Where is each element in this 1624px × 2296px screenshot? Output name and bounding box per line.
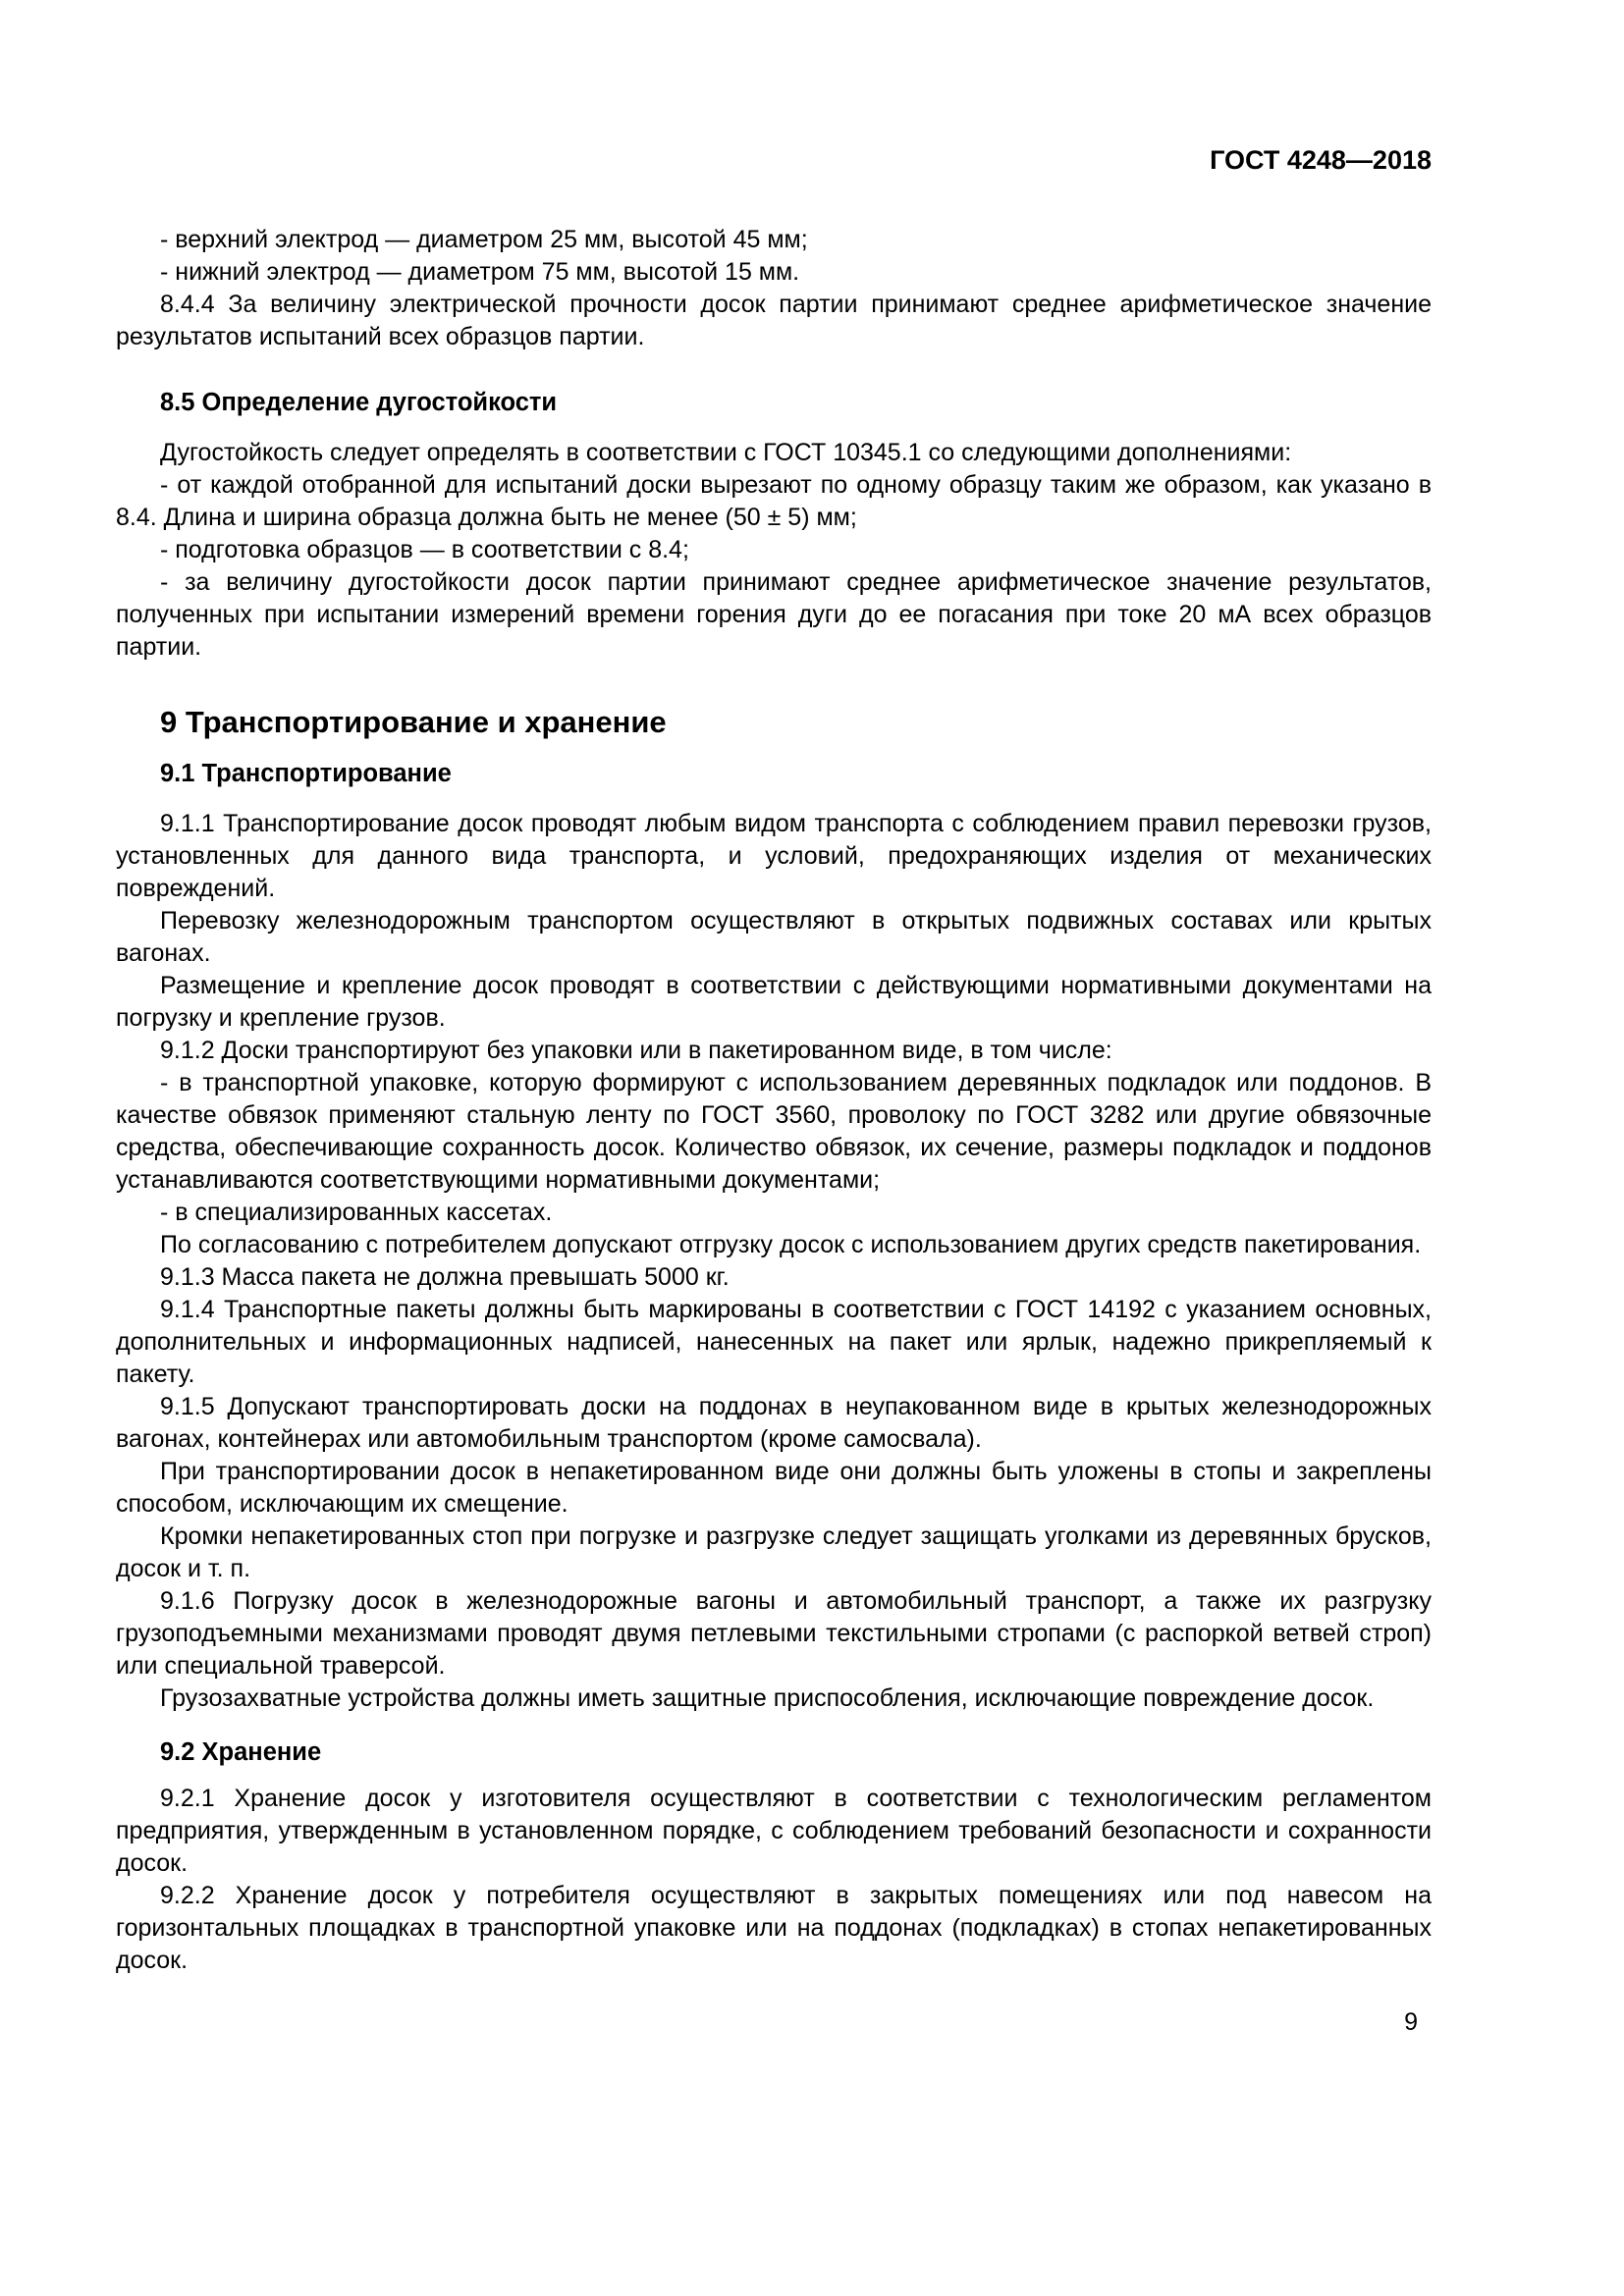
- paragraph-9-2-2: 9.2.2 Хранение досок у потребителя осуществляют в закрытых помещениях или под навесом на горизонтальных площадках в транспортной упаковке или на поддонах (подкладках) в стопах непакетированных досок.: [116, 1882, 1432, 1974]
- section-8-5-title: 8.5 Определение дугостойкости: [160, 389, 558, 416]
- paragraph-9-1-5-edges: Кромки непакетированных стоп при погрузке и разгрузке следует защищать уголками из деревянных брусков, досок и т. п.: [116, 1522, 1432, 1582]
- doc-header-code: ГОСТ 4248—2018: [1210, 145, 1432, 175]
- page-number: 9: [1404, 2008, 1418, 2036]
- paragraph-9-1-4: 9.1.4 Транспортные пакеты должны быть маркированы в соответствии с ГОСТ 14192 с указанием основных, дополнительных и информационных надписей, нанесенных на пакет или ярлык, надежно прикрепляемый к пакету.: [116, 1296, 1432, 1388]
- section-9-2-title: 9.2 Хранение: [160, 1738, 322, 1766]
- paragraph-9-1-2: 9.1.2 Доски транспортируют без упаковки или в пакетированном виде, в том числе:: [160, 1037, 1112, 1064]
- paragraph-9-2-1: 9.2.1 Хранение досок у изготовителя осуществляют в соответствии с технологическим регламентом предприятия, утвержденным в установленном порядке, с соблюдением требований безопасности и сохранности досок.: [116, 1785, 1432, 1877]
- list-item-upper-electrode: - верхний электрод — диаметром 25 мм, высотой 45 мм;: [160, 226, 808, 253]
- paragraph-9-1-3: 9.1.3 Масса пакета не должна превышать 5000 кг.: [160, 1263, 730, 1291]
- paragraph-8-5-item-2: - подготовка образцов — в соответствии с 8.4;: [160, 536, 689, 563]
- paragraph-8-5-item-3: - за величину дугостойкости досок партии принимают среднее арифметическое значение результатов, полученных при испытании измерений времени горения дуги до ее погасания при токе 20 мА всех образцов партии.: [116, 568, 1432, 661]
- paragraph-9-1-1-rail: Перевозку железнодорожным транспортом осуществляют в открытых подвижных составах или крытых вагонах.: [116, 907, 1432, 967]
- paragraph-9-1-2-agreement: По согласованию с потребителем допускают отгрузку досок с использованием других средств пакетирования.: [160, 1231, 1422, 1258]
- paragraph-9-1-6-devices: Грузозахватные устройства должны иметь защитные приспособления, исключающие повреждение досок.: [160, 1684, 1375, 1712]
- section-9-1-title: 9.1 Транспортирование: [160, 760, 452, 787]
- paragraph-9-1-1: 9.1.1 Транспортирование досок проводят любым видом транспорта с соблюдением правил перевозки грузов, установленных для данного вида транспорта, и условий, предохраняющих изделия от механических повреждений.: [116, 810, 1432, 902]
- paragraph-8-5-intro: Дугостойкость следует определять в соответствии с ГОСТ 10345.1 со следующими дополнениями:: [160, 439, 1292, 466]
- paragraph-9-1-6: 9.1.6 Погрузку досок в железнодорожные вагоны и автомобильный транспорт, а также их разгрузку грузоподъемными механизмами проводят двумя петлевыми текстильными стропами (с распоркой ветвей строп) или специальной траверсой.: [116, 1587, 1432, 1680]
- paragraph-9-1-1-placement: Размещение и крепление досок проводят в соответствии с действующими нормативными документами на погрузку и крепление грузов.: [116, 972, 1432, 1032]
- page-content: [116, 0, 1432, 2039]
- paragraph-9-1-5-unpacked: При транспортировании досок в непакетированном виде они должны быть уложены в стопы и закреплены способом, исключающим их смещение.: [116, 1458, 1432, 1518]
- list-item-lower-electrode: - нижний электрод — диаметром 75 мм, высотой 15 мм.: [160, 258, 800, 286]
- paragraph-8-4-4: 8.4.4 За величину электрической прочности досок партии принимают среднее арифметическое значение результатов испытаний всех образцов партии.: [116, 291, 1432, 350]
- paragraph-9-1-5: 9.1.5 Допускают транспортировать доски на поддонах в неупакованном виде в крытых железнодорожных вагонах, контейнерах или автомобильным транспортом (кроме самосвала).: [116, 1393, 1432, 1453]
- paragraph-9-1-2-cassettes: - в специализированных кассетах.: [160, 1199, 553, 1226]
- paragraph-8-5-item-1: - от каждой отобранной для испытаний доски вырезают по одному образцу таким же образом, как указано в 8.4. Длина и ширина образца должна быть не менее (50 ± 5) мм;: [116, 471, 1432, 531]
- paragraph-9-1-2-packaging: - в транспортной упаковке, которую формируют с использованием деревянных подкладок или поддонов. В качестве обвязок применяют стальную ленту по ГОСТ 3560, проволоку по ГОСТ 3282 или другие обвязочные средства, обеспечивающие сохранность досок. Количество обвязок, их сечение, размеры подкладок и поддонов устанавливаются соответствующими нормативными документами;: [116, 1069, 1432, 1194]
- section-9-title: 9 Транспортирование и хранение: [160, 705, 667, 739]
